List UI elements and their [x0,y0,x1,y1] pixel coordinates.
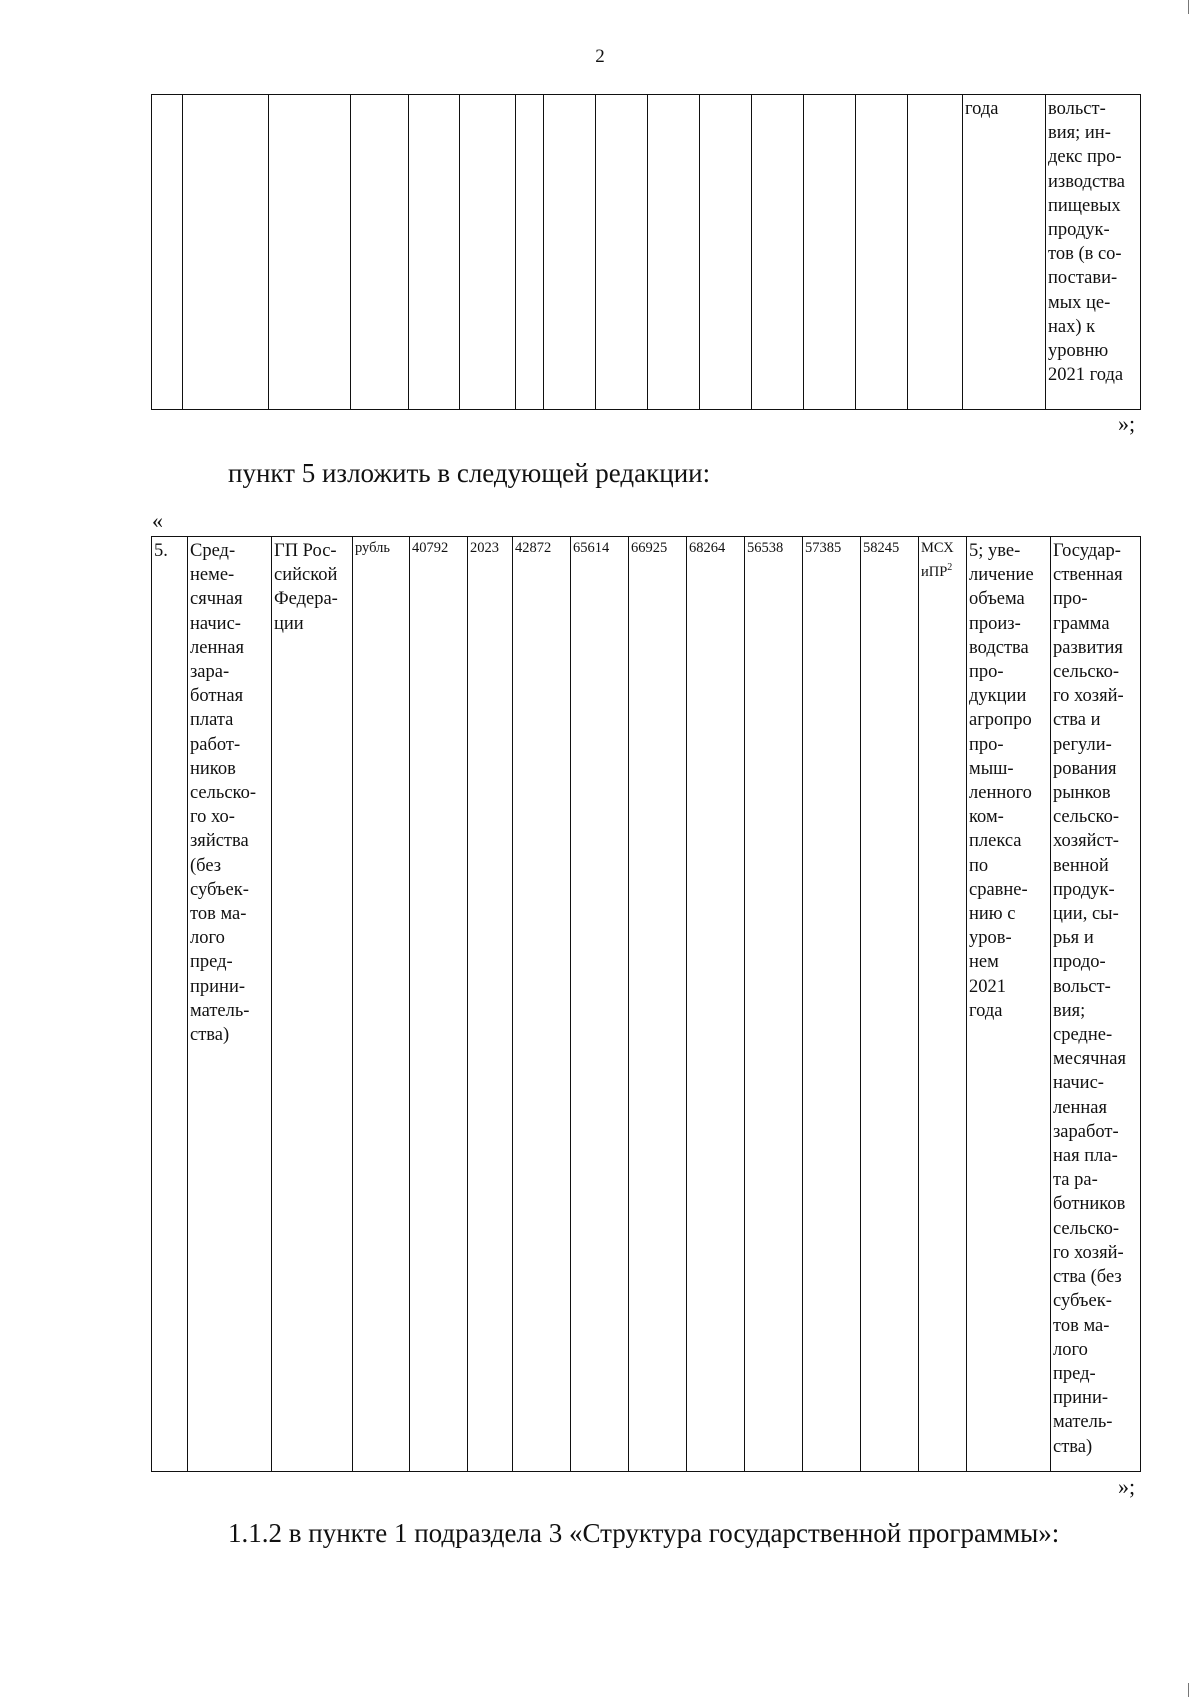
value-cell: 68264 [687,537,745,1472]
cell-line: ства (без [1053,1267,1122,1288]
cell-line: регули- [1053,734,1112,755]
cell-line: ции, сы- [1053,904,1119,925]
cell-line: тов (в со- [1048,244,1122,265]
cell-line: нию с [969,904,1016,925]
cell-line: субъек- [1053,1291,1112,1312]
cell-line: личение [969,565,1034,586]
cell-line: плекса [969,831,1022,852]
cell-line: начис- [190,613,241,634]
cell-line: го хозяй- [1053,1242,1124,1263]
footnote-mark: 2 [947,562,953,573]
cell-line: рынков [1053,783,1111,804]
cell-line: вольст- [1048,99,1106,119]
cell-line: уров- [969,928,1012,949]
cell-line: матель- [1053,1412,1113,1433]
value-cell: 57385 [803,537,861,1472]
cell-line: го хо- [190,807,235,828]
responsible-line2: иПР [921,563,948,580]
table-cell [183,95,269,410]
table-row [152,537,1141,1472]
cell-line: прини- [1053,1388,1109,1409]
cell-line: грамма [1053,613,1110,634]
cell-line: ботная [190,686,244,707]
cell-line: зара- [190,662,230,683]
cell-line: 2021 года [1048,365,1124,386]
table-cell [908,95,963,410]
cell-line: декс про- [1048,147,1122,168]
cell-line: ства) [190,1025,230,1046]
scan-mark [1188,1683,1189,1697]
cell-line: месячная [1053,1049,1127,1070]
cell-line: мыш- [969,758,1014,779]
cell-line: ГП Рос- [274,541,337,561]
indicator-name [188,537,272,1472]
indicator-level [272,537,353,1472]
table-cell-description [1046,95,1141,410]
cell-line: пред- [1053,1363,1096,1384]
cell-line: ственная [1053,565,1123,586]
page-number: 2 [595,46,605,67]
paragraph-instruction: пункт 5 изложить в следующей редакции: [228,458,711,488]
cell-line: вольст- [1053,976,1111,997]
cell-line: пищевых [1048,195,1121,216]
cell-line: развития [1053,637,1123,658]
responsible-body [919,537,967,1472]
cell-line: неме- [190,565,235,586]
cell-line: изводства [1048,171,1125,192]
cell-line: дукции [969,686,1027,707]
cell-line [921,558,964,582]
indicator-table [151,536,1141,1472]
cell-line: ников [190,758,236,779]
cell-line: го хозяй- [1053,686,1124,707]
closing-quote: »; [1118,411,1136,436]
table-cell [516,95,544,410]
table-cell [700,95,752,410]
table-cell [152,95,183,410]
cell-line: хозяйст- [1053,831,1119,852]
cell-line: матель- [190,1000,250,1021]
cell-line: прини- [190,976,246,997]
cell-line: продо- [1053,952,1106,973]
cell-line: Сред- [190,541,236,561]
cell-line: нах) к [1048,316,1096,337]
cell-line: сельско- [1053,807,1119,828]
value-cell: 58245 [861,537,919,1472]
goal-link [967,537,1051,1472]
cell-line: про- [969,734,1004,755]
cell-line: рья и [1053,928,1094,949]
cell-line: Федера- [274,589,338,610]
base-year: 2023 [468,537,513,1472]
cell-line: та ра- [1053,1170,1098,1191]
table-cell [544,95,596,410]
unit-of-measure: рубль [353,537,410,1472]
cell-line: сийской [274,565,338,586]
cell-line: произ- [969,613,1021,634]
paragraph-section: 1.1.2 в пункте 1 подраздела 3 «Структура государственной программы»: [228,1518,1060,1548]
cell-line: ная пла- [1053,1146,1118,1167]
cell-line: ком- [969,807,1004,828]
table-cell [804,95,856,410]
cell-line: ции [274,613,304,634]
cell-line: тов ма- [1053,1315,1110,1336]
cell-line: рования [1053,758,1117,779]
cell-line: работ- [190,734,241,755]
cell-line: лого [1053,1339,1088,1360]
cell-line: 5; уве- [969,541,1021,561]
table-cell [596,95,648,410]
cell-line: вия; [1053,1000,1086,1021]
table-cell [409,95,460,410]
cell-line: сельско- [1053,662,1119,683]
cell-line: мых це- [1048,292,1111,313]
value-cell: 42872 [513,537,571,1472]
cell-line: сравне- [969,879,1028,900]
cell-line: сельско- [1053,1218,1119,1239]
value-cell: 65614 [571,537,629,1472]
table-cell [648,95,700,410]
scan-mark [1188,0,1189,14]
cell-line: постави- [1048,268,1118,289]
program-link [1051,537,1141,1472]
base-value: 40792 [410,537,468,1472]
cell-line: объема [969,589,1025,610]
cell-line: ботников [1053,1194,1126,1215]
cell-line: средне- [1053,1025,1113,1046]
cell-line: ленная [1053,1097,1107,1118]
opening-quote: « [152,508,163,533]
cell-line: продук- [1053,879,1115,900]
cell-line: сячная [190,589,243,610]
table-cell [752,95,804,410]
cell-line: (без [190,855,222,876]
cell-line: начис- [1053,1073,1104,1094]
cell-line: водства [969,637,1029,658]
cell-line: ленная [190,637,244,658]
cell-line: продук- [1048,220,1110,241]
table-cell-year: года [963,95,1046,410]
cell-line: агропро [969,710,1032,731]
cell-line: МСХ [921,540,954,556]
value-cell: 56538 [745,537,803,1472]
table-cell [460,95,516,410]
cell-line: про- [969,662,1004,683]
cell-line: заработ- [1053,1121,1119,1142]
cell-line: пред- [190,952,233,973]
cell-line: лого [190,928,225,949]
cell-line: Государ- [1053,541,1121,561]
cell-line: 2021 [969,976,1006,997]
cell-line: зяйства [190,831,249,852]
cell-line: ства и [1053,710,1101,731]
value-cell: 66925 [629,537,687,1472]
table-row [152,95,1141,410]
cell-line: про- [1053,589,1088,610]
cell-line: сельско- [190,783,256,804]
cell-line: ства) [1053,1436,1093,1457]
cell-line: тов ма- [190,904,247,925]
cell-line: уровню [1048,341,1109,362]
table-cell [269,95,351,410]
cell-line: по [969,855,989,876]
cell-line: нем [969,952,999,973]
cell-line: субъек- [190,879,249,900]
table-cell [856,95,908,410]
cell-line: венной [1053,855,1109,876]
cell-line: вия; ин- [1048,123,1111,144]
row-number: 5. [152,537,188,1472]
table-cell [351,95,409,410]
cell-line: плата [190,710,234,731]
cell-line: года [969,1000,1003,1021]
closing-quote: »; [1118,1474,1136,1499]
continued-table [151,94,1141,410]
cell-line: ленного [969,783,1032,804]
